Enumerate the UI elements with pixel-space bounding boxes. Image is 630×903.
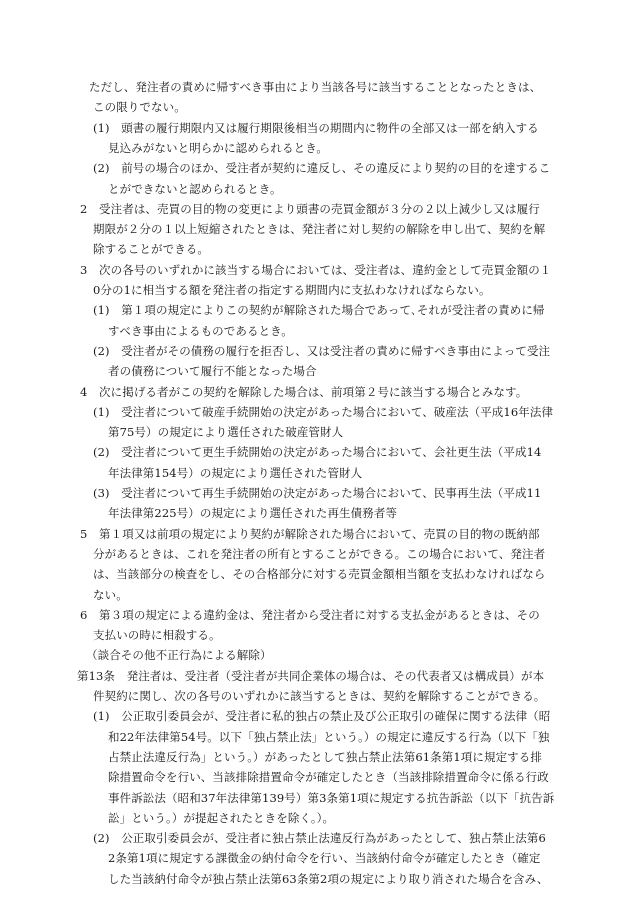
text-line: 占禁止法違反行為」という。）があったとして独占禁止法第61条第1項に規定する排 [108,749,542,764]
text-line: とができないと認められるとき。 [108,181,282,196]
text-line: 除することができる。 [93,242,209,257]
text-line: 除措置命令を行い、当該排除措置命令が確定したとき（当該排除措置命令に係る行政 [108,770,549,785]
text-line: 4 次に掲げる者がこの契約を解除した場合は、前項第２号に該当する場合とみなす。 [80,384,528,399]
text-line: 0分の1に相当する額を発注者の指定する期間内に支払わなければならない。 [93,283,491,297]
text-line: 和22年法律第54号。以下「独占禁止法」という。）の規定に違反する行為（以下「独 [108,729,550,744]
text-line: 者の債務について履行不能となった場合 [108,364,317,379]
text-line: 3 次の各号のいずれかに該当する場合においては、受注者は、違約金として売買金額の１ [80,262,552,277]
text-line: (1) 第１項の規定によりこの契約が解除された場合であって､それが受注者の責めに帰 [93,303,545,318]
text-line: この限りでない。 [93,100,186,115]
text-line: 支払いの時に相殺する。 [93,628,221,643]
article-line: 第13条 発注者は、受注者（受注者が共同企業体の場合は、その代表者又は構成員）が本 [77,668,545,683]
text-line: 2条第1項に規定する課徴金の納付命令を行い、当該納付命令が確定したとき（確定 [108,851,541,866]
text-line: (1) 受注者について破産手続開始の決定があった場合において、破産法（平成16年法律 [93,404,554,419]
text-line: 第75号）の規定により選任された破産管財人 [108,425,344,440]
text-line: (2) 受注者について更生手続開始の決定があった場合において、会社更生法（平成14 [93,445,542,460]
text-line: (2) 前号の場合のほか、受注者が契約に違反し、その違反により契約の目的を達するこ [93,161,551,176]
text-line: 6 第３項の規定による違約金は、発注者から受注者に対する支払金があるときは、その [80,607,540,622]
text-line: 事件訴訟法（昭和37年法律第139号）第3条第1項に規定する抗告訴訟（以下「抗告訴 [108,790,555,805]
text-line: 2 受注者は、売買の目的物の変更により頭書の売買金額が３分の２以上減少し又は履行 [80,201,540,216]
text-line: (2) 公正取引委員会が、受注者に独占禁止法違反行為があったとして、独占禁止法第6 [93,831,546,846]
text-line: 見込みがないと明らかに認められるとき。 [108,140,328,155]
text-line: 件契約に関し、次の各号のいずれかに該当するときは、契約を解除することができる。 [93,689,546,703]
text-line: 期限が２分の１以上短縮されたときは、発注者に対し契約の解除を申し出て、契約を解 [93,222,546,237]
text-line: (2) 受注者がその債務の履行を拒否し、又は受注者の責めに帰すべき事由によって受注 [93,343,551,358]
text-line: (1) 公正取引委員会が、受注者に私的独占の禁止及び公正取引の確保に関する法律（昭 [93,709,551,724]
text-line: すべき事由によるものであるとき。 [108,323,293,338]
text-line: 5 第１項又は前項の規定により契約が解除された場合において、売買の目的物の既納部 [80,526,540,541]
text-line: 訟」という。）が提起されたときを除く。）。 [108,810,335,825]
text-line: は、当該部分の検査をし、その合格部分に対する売買金額相当額を支払わなければなら [93,567,546,582]
text-line: 年法律第225号）の規定により選任された再生債務者等 [108,506,398,521]
section-heading: （談合その他不正行為による解除） [86,648,272,663]
text-line: (1) 頭書の履行期限内又は履行期限後相当の期間内に物件の全部又は一部を納入する [93,120,539,135]
text-line: 年法律第154号）の規定により選任された管財人 [108,465,363,480]
text-line: した当該納付命令が独占禁止法第63条第2項の規定により取り消された場合を含み、 [108,871,549,886]
text-line: ただし、発注者の責めに帰すべき事由により当該各号に該当することとなったときは、 [89,80,542,94]
text-line: ない。 [93,587,128,602]
text-line: (3) 受注者について再生手続開始の決定があった場合において、民事再生法（平成11 [93,486,542,500]
text-line: 分があるときは、これを発注者の所有とすることができる。この場合において、発注者 [93,546,546,561]
